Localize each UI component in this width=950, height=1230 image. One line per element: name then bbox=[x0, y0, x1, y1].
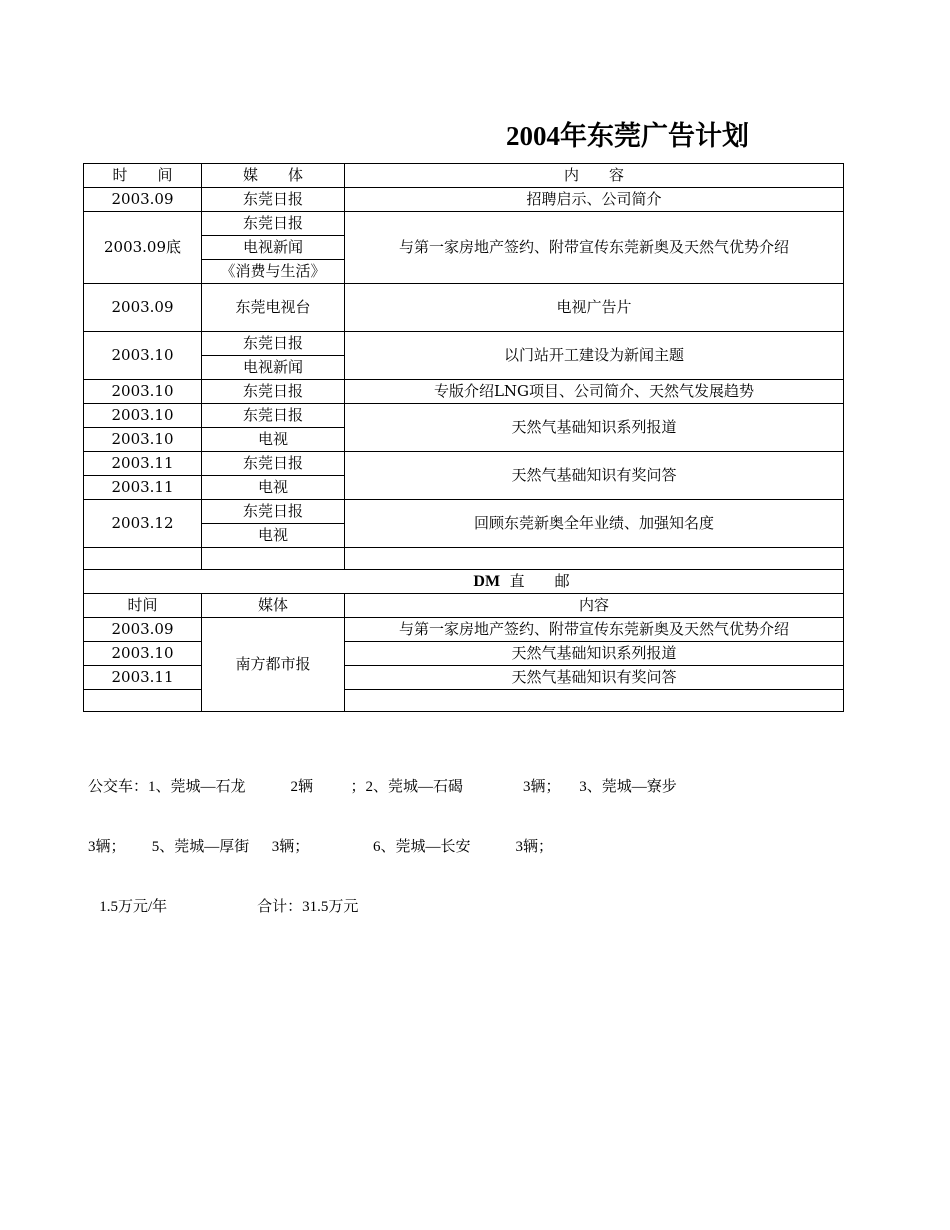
content-cell: 天然气基础知识有奖问答 bbox=[345, 666, 844, 690]
table-row bbox=[84, 188, 844, 212]
empty-row bbox=[84, 548, 844, 570]
time-cell: 2003.10 bbox=[84, 642, 202, 666]
time-cell: 2003.09 bbox=[84, 284, 202, 332]
table-row bbox=[84, 642, 844, 666]
header-media: 媒 体 bbox=[202, 164, 345, 188]
time-cell: 2003.11 bbox=[84, 452, 202, 476]
time-cell: 2003.11 bbox=[84, 476, 202, 500]
content-cell: 回顾东莞新奥全年业绩、加强知名度 bbox=[345, 500, 844, 548]
media-cell: 电视新闻 bbox=[202, 356, 345, 380]
dm-section-row bbox=[84, 570, 844, 594]
empty-cell bbox=[202, 548, 345, 570]
table-row bbox=[84, 500, 844, 524]
header-time: 时 间 bbox=[84, 164, 202, 188]
media-cell: 电视 bbox=[202, 428, 345, 452]
header-row bbox=[84, 164, 844, 188]
content-cell: 天然气基础知识系列报道 bbox=[345, 404, 844, 452]
content-cell: 电视广告片 bbox=[345, 284, 844, 332]
table-row bbox=[84, 284, 844, 332]
content-cell: 与第一家房地产签约、附带宣传东莞新奥及天然气优势介绍 bbox=[345, 618, 844, 642]
content-cell: 天然气基础知识有奖问答 bbox=[345, 452, 844, 500]
table-row bbox=[84, 452, 844, 476]
table-row bbox=[84, 212, 844, 236]
empty-cell bbox=[84, 548, 202, 570]
dm-label-bold: DM bbox=[473, 573, 501, 590]
bus-ad-notes bbox=[88, 737, 677, 937]
empty-cell bbox=[84, 690, 202, 712]
table-row bbox=[84, 618, 844, 642]
time-cell: 2003.10 bbox=[84, 332, 202, 380]
media-cell: 东莞日报 bbox=[202, 188, 345, 212]
media-cell: 电视 bbox=[202, 476, 345, 500]
empty-row bbox=[84, 690, 844, 712]
header-content: 内 容 bbox=[345, 164, 844, 188]
media-cell: 东莞日报 bbox=[202, 404, 345, 428]
content-cell: 与第一家房地产签约、附带宣传东莞新奥及天然气优势介绍 bbox=[345, 212, 844, 284]
content-cell: 专版介绍LNG项目、公司简介、天然气发展趋势 bbox=[345, 380, 844, 404]
dm-header-time: 时间 bbox=[84, 594, 202, 618]
time-cell: 2003.09 bbox=[84, 188, 202, 212]
notes-line: 1.5万元/年 合计：31.5万元 bbox=[88, 899, 359, 915]
media-cell: 电视 bbox=[202, 524, 345, 548]
dm-header-content: 内容 bbox=[345, 594, 844, 618]
empty-cell bbox=[345, 548, 844, 570]
time-cell: 2003.09 bbox=[84, 618, 202, 642]
time-cell: 2003.10 bbox=[84, 428, 202, 452]
time-cell: 2003.10 bbox=[84, 404, 202, 428]
media-cell: 《消费与生活》 bbox=[202, 260, 345, 284]
media-cell: 电视新闻 bbox=[202, 236, 345, 260]
time-cell: 2003.09底 bbox=[84, 212, 202, 284]
time-cell: 2003.11 bbox=[84, 666, 202, 690]
ad-plan-table bbox=[83, 163, 844, 712]
table-row bbox=[84, 666, 844, 690]
time-cell: 2003.10 bbox=[84, 380, 202, 404]
content-cell: 天然气基础知识系列报道 bbox=[345, 642, 844, 666]
table-row bbox=[84, 404, 844, 428]
table-row bbox=[84, 380, 844, 404]
media-cell: 东莞日报 bbox=[202, 452, 345, 476]
media-cell: 东莞电视台 bbox=[202, 284, 345, 332]
notes-line: 3辆； 5、莞城—厚街 3辆； 6、莞城—长安 3辆； bbox=[88, 839, 554, 855]
notes-line: 公交车：1、莞城—石龙 2辆 ；2、莞城—石碣 3辆； 3、莞城—寮步 bbox=[88, 779, 677, 795]
dm-label-text: 直 邮 bbox=[509, 572, 570, 590]
table-row bbox=[84, 332, 844, 356]
time-cell: 2003.12 bbox=[84, 500, 202, 548]
content-cell: 以门站开工建设为新闻主题 bbox=[345, 332, 844, 380]
dm-media-cell: 南方都市报 bbox=[202, 618, 345, 712]
empty-cell bbox=[345, 690, 844, 712]
dm-section-label bbox=[84, 570, 844, 594]
media-cell: 东莞日报 bbox=[202, 212, 345, 236]
dm-header-row bbox=[84, 594, 844, 618]
media-cell: 东莞日报 bbox=[202, 332, 345, 356]
media-cell: 东莞日报 bbox=[202, 500, 345, 524]
page-title: 2004年东莞广告计划 bbox=[506, 121, 749, 151]
media-cell: 东莞日报 bbox=[202, 380, 345, 404]
dm-header-media: 媒体 bbox=[202, 594, 345, 618]
content-cell: 招聘启示、公司简介 bbox=[345, 188, 844, 212]
